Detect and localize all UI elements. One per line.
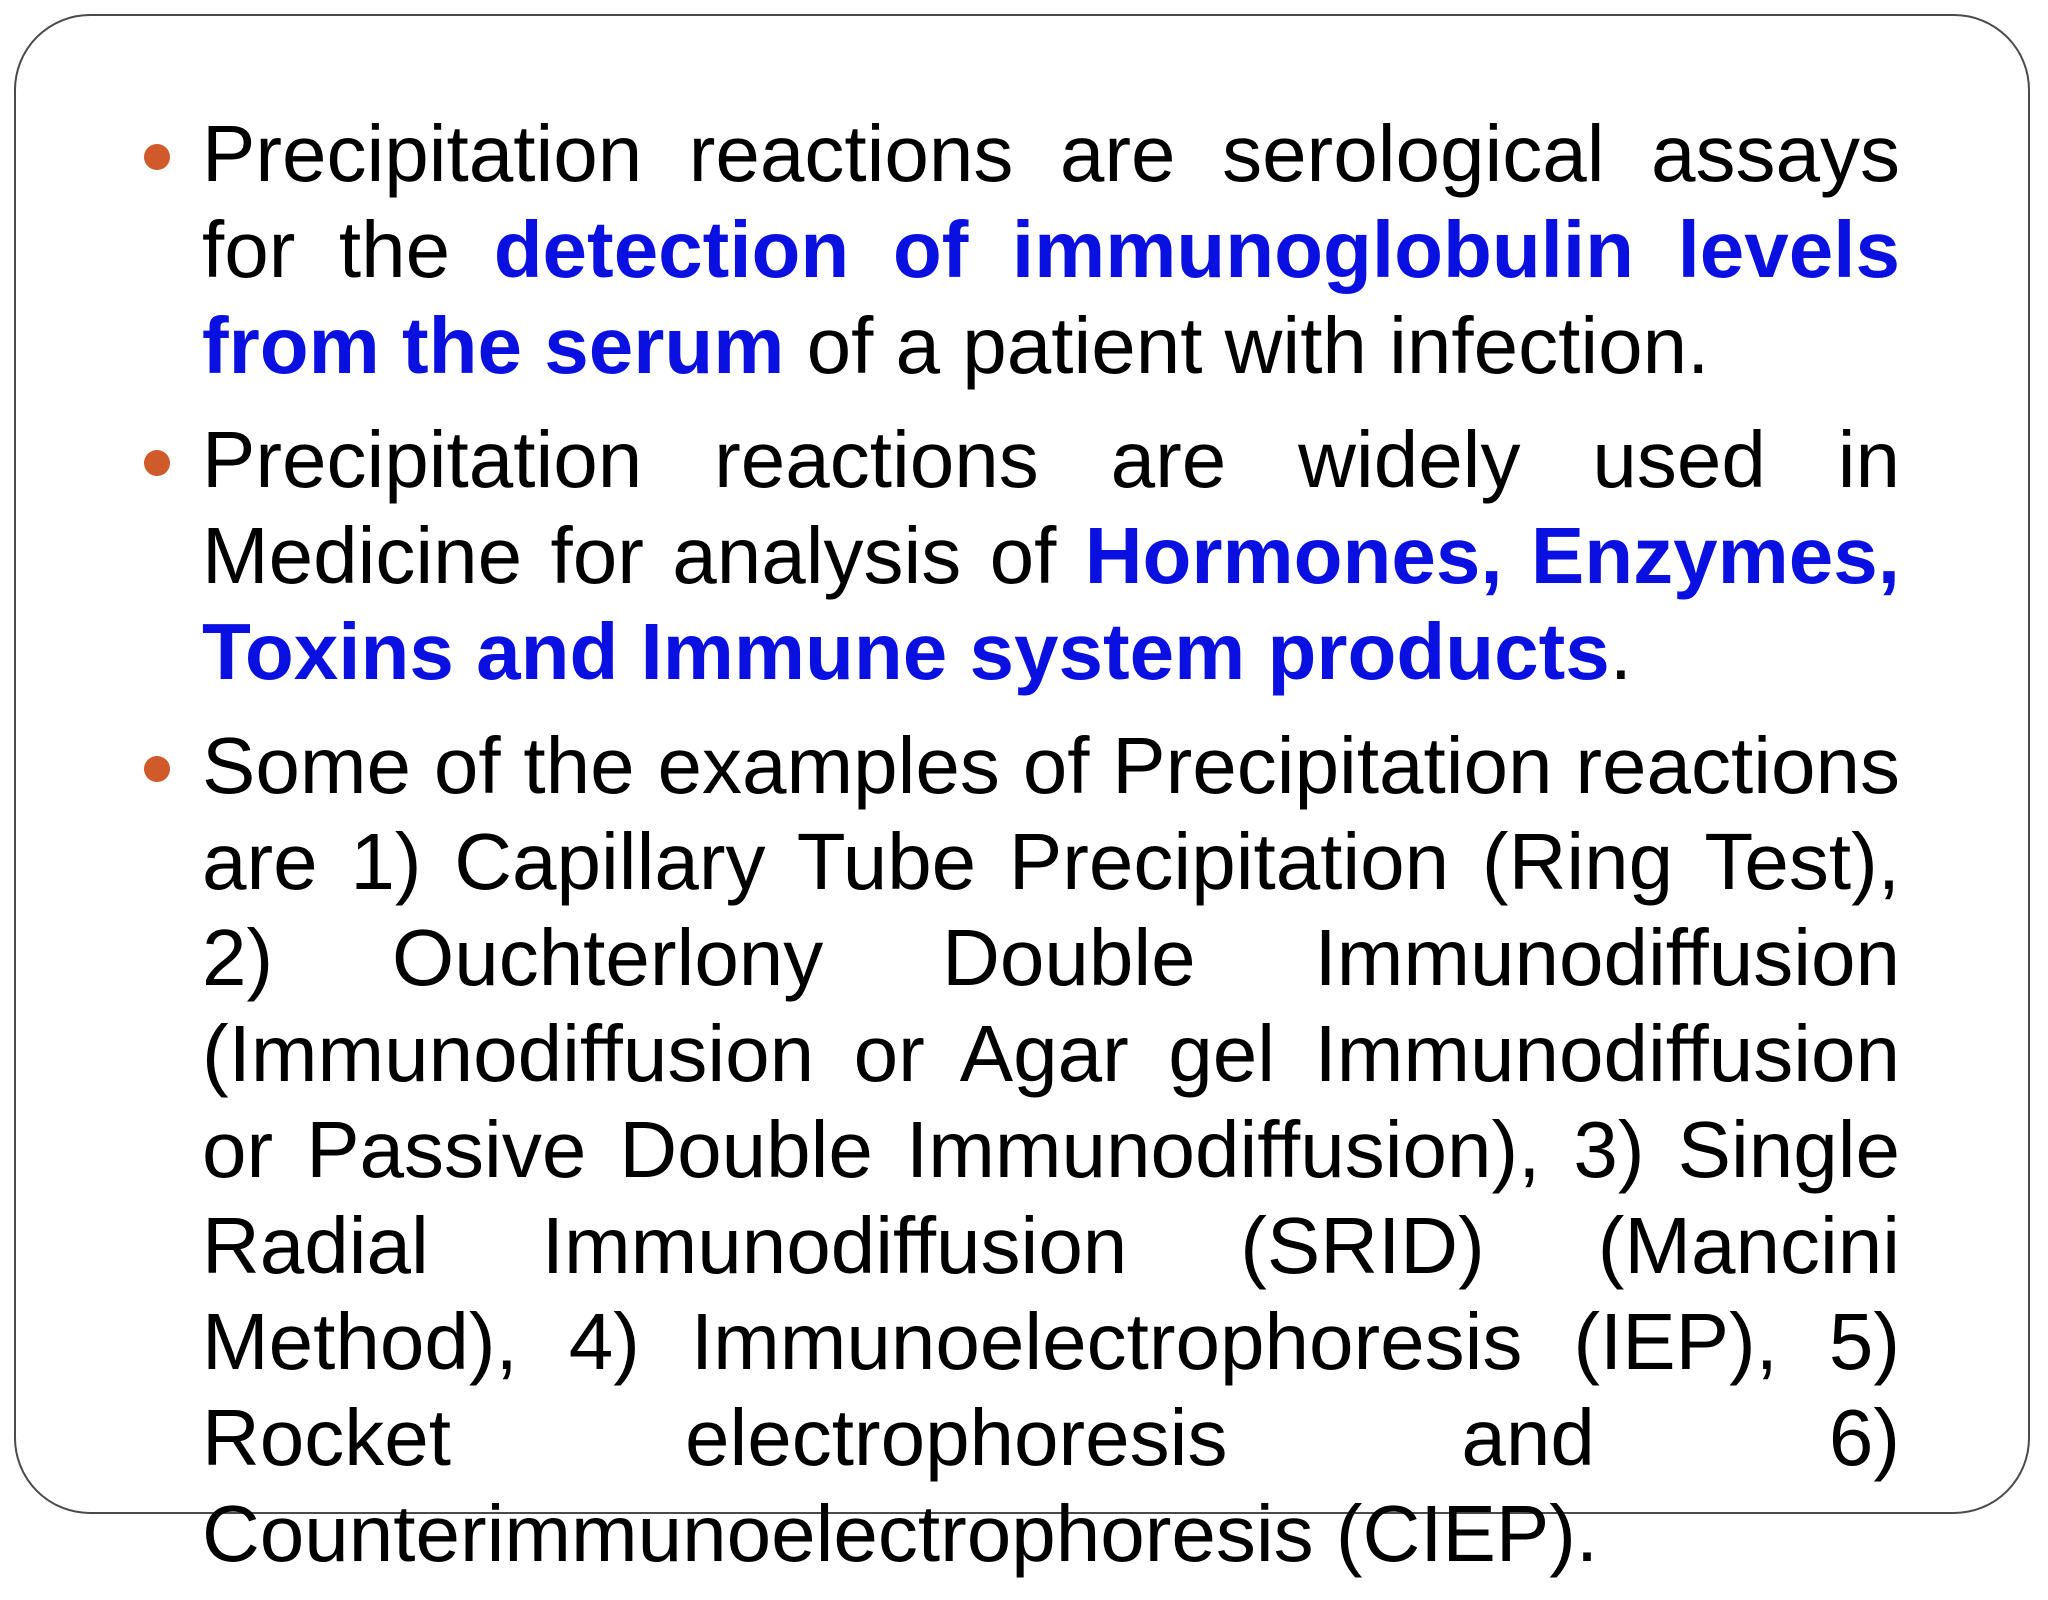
bullet-1-highlight: detection of immunoglobulin levels from the serum [202, 205, 1900, 390]
bullet-2-text-end: . [1609, 607, 1632, 696]
bullet-dot-icon [144, 450, 170, 476]
bullet-item-1 [144, 106, 1900, 394]
bullet-dot-icon [144, 756, 170, 782]
bullet-2-highlight: Hormones, Enzymes, Toxins and Immune system products [202, 511, 1900, 696]
bullet-dot-icon [144, 144, 170, 170]
bullet-1-text: Precipitation reactions are serological assays for the [202, 109, 1900, 294]
bullet-1-text-end: of a patient with infection. [784, 301, 1710, 390]
bullet-list [144, 106, 1900, 1600]
slide-frame [14, 14, 2030, 1578]
bullet-2-text: Precipitation reactions are widely used in Medicine for analysis of [202, 415, 1900, 600]
bullet-item-3 [144, 718, 1900, 1582]
bullet-item-2 [144, 412, 1900, 700]
bullet-3-text: Some of the examples of Precipitation reactions are 1) Capillary Tube Precipitation (Ring Test), 2) Ouchterlony Double Immunodiffusion (Immunodiffusion or Agar gel Immunodiffusion or Passive Double Immunodiffusion), 3) Single Radial Immunodiffusion (SRID) (Mancini Method), 4) Immunoelectrophoresis (IEP), 5) Rocket electrophoresis and 6) Counterimmunoelectrophoresis (CIEP). [202, 721, 1900, 1578]
